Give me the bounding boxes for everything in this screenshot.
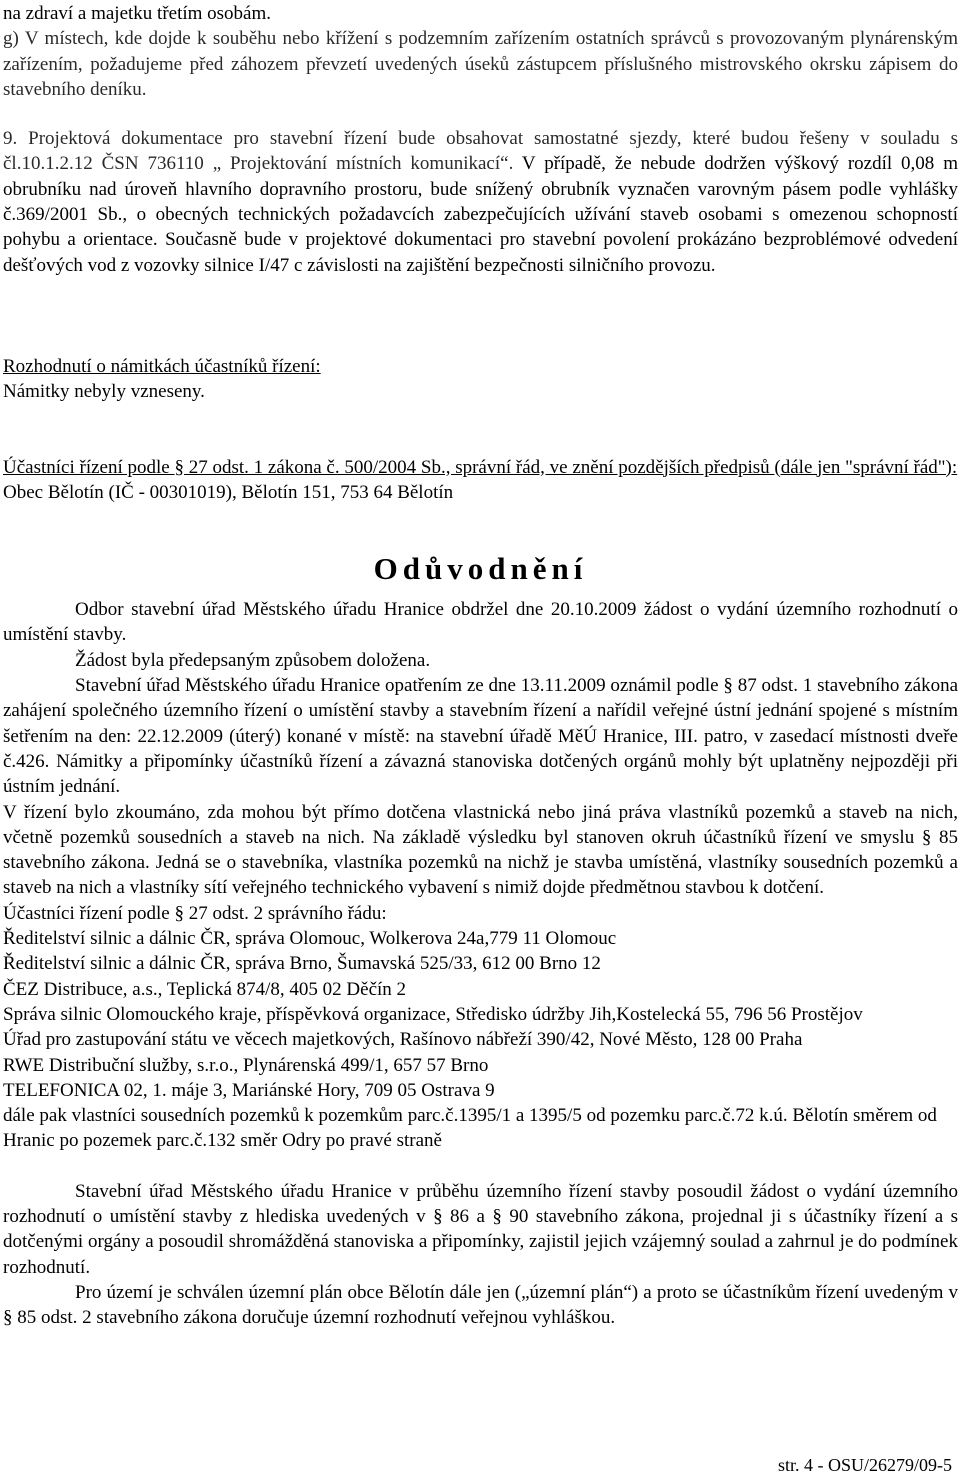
reasoning-p1: Odbor stavební úřad Městského úřadu Hranice obdržel dne 20.10.2009 žádost o vydání územního rozhodnutí o umístění stavby. (3, 599, 958, 646)
objections-heading: Rozhodnutí o námitkách účastníků řízení: (3, 355, 321, 377)
participant-item: TELEFONICA 02, 1. máje 3, Mariánské Hory, 709 05 Ostrava 9 (3, 1079, 495, 1101)
participants-27-1-text: Obec Bělotín (IČ - 00301019), Bělotín 151, 753 64 Bělotín (3, 481, 454, 503)
top-line: na zdraví a majetku třetím osobám. (3, 3, 272, 24)
reasoning-p2: Žádost byla předepsaným způsobem doložena. (75, 649, 431, 671)
participant-item: Správa silnic Olomouckého kraje, příspěvková organizace, Středisko údržby Jih,Kostelecká 55, 796 56 Prostějov (3, 1003, 863, 1025)
closing-p2: Pro území je schválen územní plán obce Bělotín dále jen („územní plán“) a proto se účastníkům řízení uvedeným v § 85 odst. 2 stavebního zákona doručuje územní rozhodnutí veřejnou vyhláškou. (3, 1281, 958, 1329)
paragraph-9-part2: V případě, že nebude dodržen výškový rozdíl 0,08 m obrubníku nad úroveň hlavního dopravního prostoru, bude snížený obrubník vyznačen varovným pásem podle vyhlášky č.369/2001 Sb., o obecných technických požadavcích zabezpečujících užívání staveb osobami s omezenou schopností pohybu a orientace. Současně bude v projektové dokumentaci pro stavební povolení prokázáno bezproblémové odvedení dešťových vod z vozovky silnice I/47 c závislosti na zajištění bezpečnosti silničního provozu. (3, 153, 958, 276)
participant-item: ČEZ Distribuce, a.s., Teplická 874/8, 405 02 Děčín 2 (3, 978, 407, 1000)
participant-item: dále pak vlastníci sousedních pozemků k pozemkům parc.č.1395/1 a 1395/5 od pozemku parc.č.72 k.ú. Bělotín směrem od Hranic po pozemek parc.č.132 směr Odry po pravé straně (3, 1105, 937, 1152)
paragraph-9 (3, 126, 958, 278)
participant-item: Ředitelství silnic a dálnic ČR, správa Brno, Šumavská 525/33, 612 00 Brno 12 (3, 953, 601, 975)
objections-text: Námitky nebyly vzneseny. (3, 381, 205, 403)
paragraph-9-part1: 9. Projektová dokumentace pro stavební řízení bude obsahovat samostatné sjezdy, které budou řešeny v souladu s čl.10.1.2.12 ČSN 736110 „ Projektování místních komunikací“. (3, 128, 958, 175)
participants-27-2-heading: Účastníci řízení podle § 27 odst. 2 správního řádu: (3, 902, 387, 924)
reasoning-title: Odůvodnění (373, 551, 588, 587)
reasoning-p3: Stavební úřad Městského úřadu Hranice opatřením ze dne 13.11.2009 oznámil podle § 87 odst. 1 stavebního zákona zahájení společného územního řízení o umístění stavby a stavebním řízení a nařídil veřejné ústní jednání spojené s místním šetřením na den: 22.12.2009 (úterý) konané v místě: na stavební úřadě MěÚ Hranice, III. patro, v zasedací místnosti dveře č.426. Námitky a připomínky účastníků řízení a závazná stanoviska dotčených orgánů mohly být uplatněny nejpozději při ústním jednání. (3, 675, 958, 798)
participant-item: Ředitelství silnic a dálnic ČR, správa Olomouc, Wolkerova 24a,779 11 Olomouc (3, 928, 617, 950)
paragraph-g: g) V místech, kde dojde k souběhu nebo křížení s podzemním zařízením ostatních správců s provozovaným plynárenským zařízením, požadujeme před záhozem převzetí uvedených úseků zástupcem příslušného mistrovského okrsku zápisem do stavebního deníku. (3, 28, 958, 100)
participants-27-1-heading: Účastníci řízení podle § 27 odst. 1 zákona č. 500/2004 Sb., správní řád, ve znění pozdějších předpisů (dále jen "správní řád"): (3, 456, 958, 478)
closing-p1: Stavební úřad Městského úřadu Hranice v průběhu územního řízení stavby posoudil žádost o vydání územního rozhodnutí o umístění stavby z hlediska uvedených v § 86 a § 90 stavebního zákona, projednal ji s účastníky řízení a s dotčenými orgány a posoudil shromážděná stanoviska a připomínky, zajistil jejich vzájemný soulad a zahrnul je do podmínek rozhodnutí. (3, 1180, 958, 1278)
document-page (3, 0, 958, 1330)
participant-item: Úřad pro zastupování státu ve věcech majetkových, Rašínovo nábřeží 390/42, Nové Město, 128 00 Praha (3, 1029, 803, 1051)
participant-item: RWE Distribuční služby, s.r.o., Plynárenská 499/1, 657 57 Brno (3, 1054, 489, 1076)
page-footer: str. 4 - OSU/26279/09-5 (777, 1455, 952, 1475)
reasoning-p4: V řízení bylo zkoumáno, zda mohou být přímo dotčena vlastnická nebo jiná práva vlastníků pozemků a staveb na nich, včetně pozemků sousedních a staveb na nich. Na základě výsledku byl stanoven okruh účastníků řízení ve smyslu § 85 stavebního zákona. Jedná se o stavebníka, vlastníka pozemků na nichž je stavba umístěná, vlastníky sousedních pozemků a staveb na nich a vlastníky sítí veřejného technického vybavení s nimiž dojde předmětnou stavbou k dotčení. (3, 801, 958, 899)
